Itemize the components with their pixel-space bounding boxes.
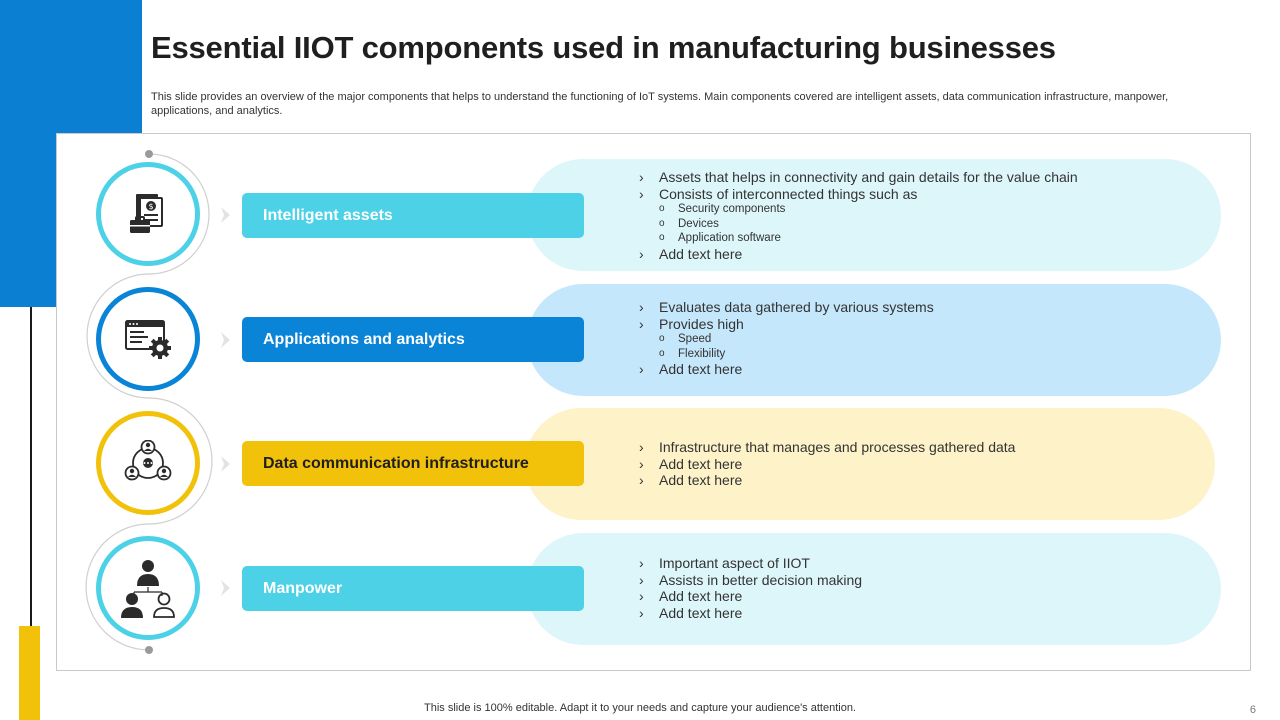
bullet-item: › Evaluates data gathered by various systems	[639, 299, 934, 316]
team-people-icon	[120, 558, 176, 618]
bullet-item: › Important aspect of IIOT	[639, 555, 862, 572]
label-data-communication: Data communication infrastructure	[242, 441, 584, 486]
bullet-item: › Assets that helps in connectivity and gain details for the value chain	[639, 169, 1078, 186]
page-number: 6	[1249, 704, 1256, 716]
circle-data-communication	[96, 411, 200, 515]
bullet-item: › Add text here	[639, 456, 1015, 473]
bullets-manpower	[639, 555, 862, 621]
circle-applications-analytics	[96, 287, 200, 391]
bullets-data-communication	[639, 439, 1015, 489]
slide-footer	[0, 702, 1280, 714]
chevron-right-icon	[218, 206, 236, 224]
browser-gear-icon	[124, 317, 172, 361]
slide-subtitle: This slide provides an overview of the major components that helps to understand the functioning of IoT systems. Main components covered are intelligent assets, data communication infrastructure, manpower, applications, and analytics.	[151, 91, 1169, 117]
bullet-item: › Add text here	[639, 472, 1015, 489]
bullet-item: › Add text here	[639, 246, 1078, 263]
network-people-icon	[123, 440, 173, 486]
sub-bullet-item: o Security components	[639, 202, 1078, 217]
bullet-item: › Consists of interconnected things such as	[639, 186, 1078, 203]
bullet-item: › Assists in better decision making	[639, 572, 862, 589]
documents-briefcase-icon	[126, 192, 170, 236]
circle-intelligent-assets	[96, 162, 200, 266]
label-intelligent-assets: Intelligent assets	[242, 193, 584, 238]
bullet-item: › Provides high	[639, 316, 934, 333]
bullet-item: › Add text here	[639, 588, 862, 605]
svg-text:$: $	[148, 202, 154, 211]
chevron-right-icon	[218, 455, 236, 473]
label-manpower: Manpower	[242, 566, 584, 611]
footer-text: This slide is 100% editable. Adapt it to your needs and capture your audience's attention.	[424, 702, 856, 714]
chevron-right-icon	[218, 579, 236, 597]
slide-title: Essential IIOT components used in manufacturing businesses	[151, 30, 1056, 65]
bullet-item: › Add text here	[639, 361, 934, 378]
bullets-intelligent-assets	[639, 169, 1078, 262]
pill-manpower	[527, 533, 1221, 645]
sub-bullet-item: o Devices	[639, 217, 1078, 232]
sub-bullet-item: o Application software	[639, 231, 1078, 246]
bullets-applications-analytics	[639, 299, 934, 378]
bullet-item: › Add text here	[639, 605, 862, 622]
bullet-item: › Infrastructure that manages and processes gathered data	[639, 439, 1015, 456]
sub-bullet-item: o Speed	[639, 332, 934, 347]
chevron-right-icon	[218, 331, 236, 349]
sub-bullet-item: o Flexibility	[639, 347, 934, 362]
circle-manpower	[96, 536, 200, 640]
label-applications-analytics: Applications and analytics	[242, 317, 584, 362]
